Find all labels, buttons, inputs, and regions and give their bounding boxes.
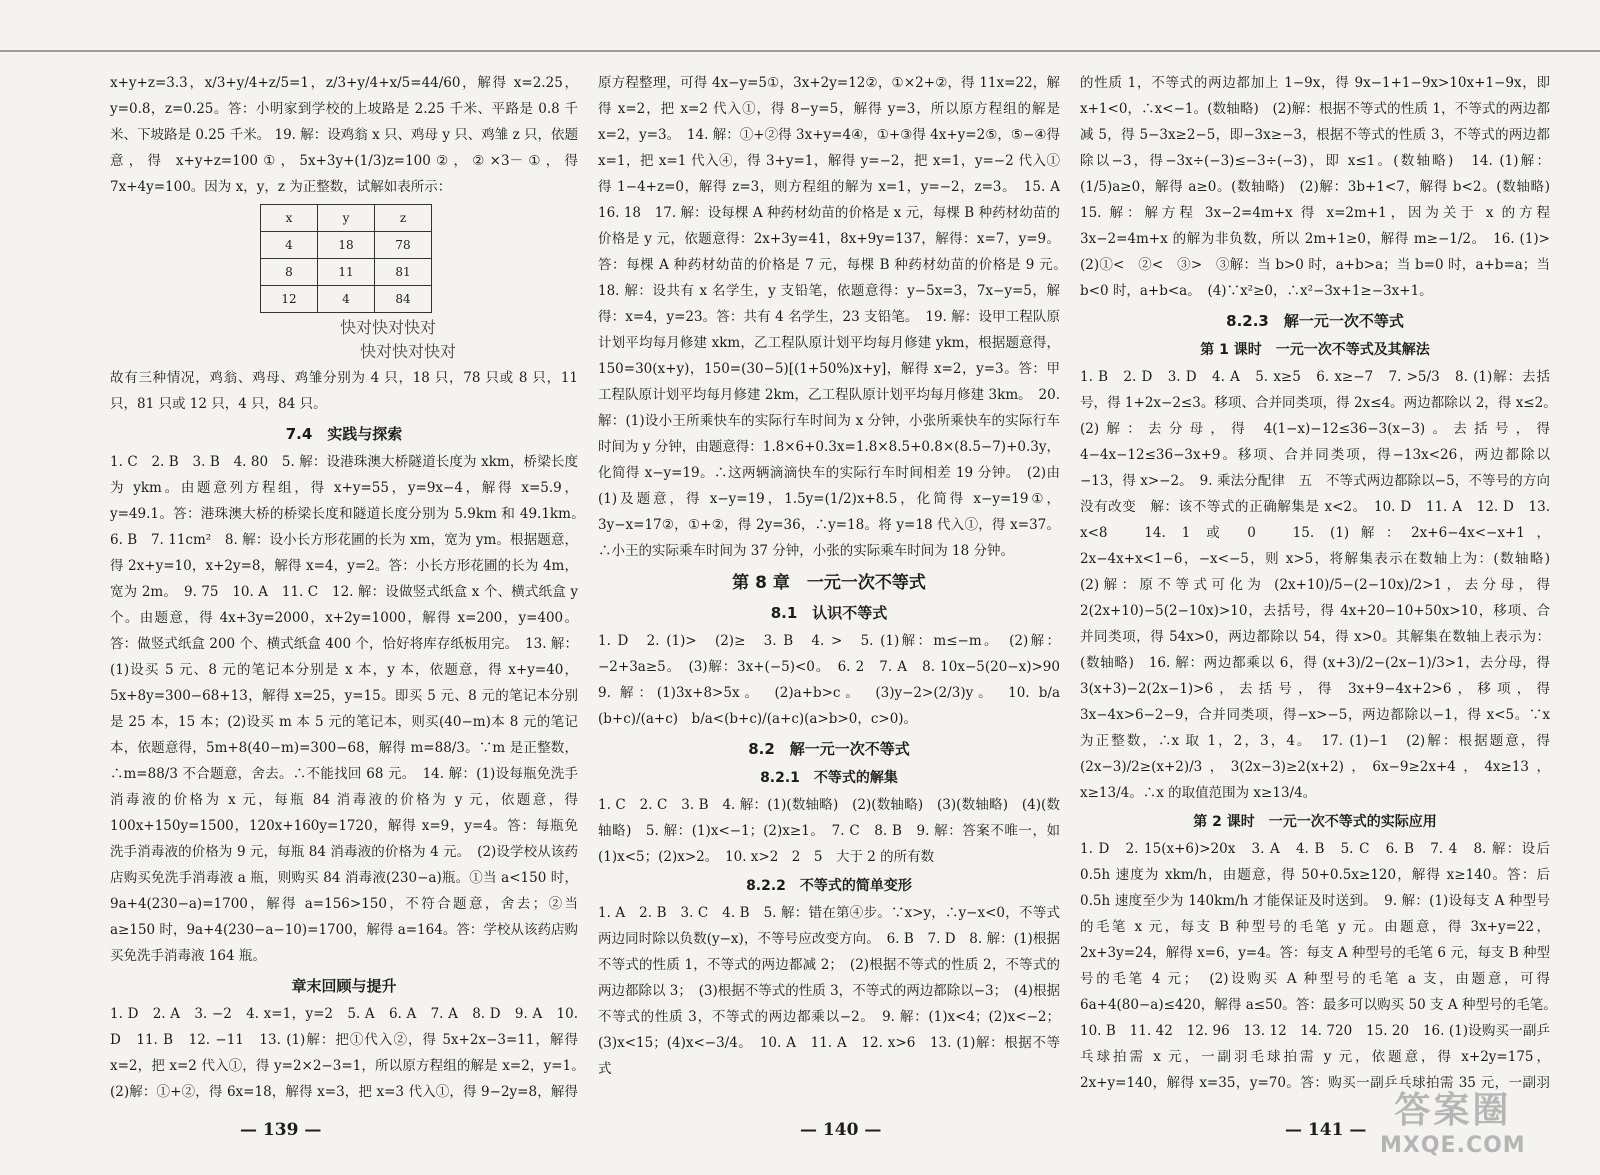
answer-paragraph: 1. D 2. (1)> (2)≥ 3. B 4. > 5. (1)解：m≤−m。 (2)解：−2+3a≥5。 (3)解：3x+(−5)<0。 6. 2 7. A 8. 10x−5(20−x)>90 9. 解：(1)3x+8>5x。 (2)a+b>c。 (3)y−2>(2/3)y。 10. b/a (b+c)/(a+c) b/a<(b+c)/(a+c)(a>b>0，c>0)。 [598, 633, 1060, 727]
section-heading: 8.1 认识不等式 [770, 604, 888, 622]
table-cell: 18 [318, 232, 375, 259]
answer-paragraph: 1. C 2. B 3. B 4. 80 5. 解：设港珠澳大桥隧道长度为 xkm，桥梁长度为 ykm。由题意列方程组，得 x+y=55，y=9x−4，解得 x=5.9，y=49.1。答：港珠澳大桥的桥梁长度和隧道长度分别为 5.9km 和 49.1km。 6. B 7. 11cm² 8. 解：设小长方形花圃的长为 xm，宽为 ym。根据题意，得 2x+y=10，x+2y=8，解得 x=4，y=2。答：小长方形花圃的长为 4m，宽为 2m。 9. 75 10. A 11. C 12. 解：设做竖式纸盒 x 个、横式纸盒 y 个。由题意，得 4x+3y=2000，x+2y=1000，解得 x=200，y=400。答：做竖式纸盒 200 个、横式纸盒 400 个，恰好将库存纸板用完。 13. 解：(1)设买 5 元、8 元的笔记本分别是 x 本，y 本，依题意，得 x+y=40，5x+8y=300−68+13，解得 x=25，y=15。即买 5 元、8 元的笔记本分别是 25 本，15 本；(2)设买 m 本 5 元的笔记本，则买(40−m)本 8 元的笔记本，依题意得，5m+8(40−m)=300−68，解得 m=88/3。∵m 是正整数，∴m=88/3 不合题意，舍去。∴不能找回 68 元。 14. 解：(1)设每瓶免洗手消毒液的价格为 x 元，每瓶 84 消毒液的价格为 y 元，依题意，得 100x+150y=1500，120x+160y=1720，解得 x=9，y=4。答：每瓶免洗手消毒液的价格为 9 元，每瓶 84 消毒液的价格为 4 元。 (2)设学校从该药店购买免洗手消毒液 a 瓶，则购买 84 消毒液(230−a)瓶。①当 a<150 时，9a+4(230−a)=1700，解得 a=156>150，不符合题意，舍去；②当 a≥150 时，9a+4(230−a−10)=1700，解得 a=164。答：学校从该药店购买免洗手消毒液 164 瓶。 [110, 454, 578, 964]
answer-paragraph: 1. D 2. 15(x+6)>20x 3. A 4. B 5. C 6. B 7. 4 8. 解：设后 0.5h 速度为 xkm/h，由题意，得 50+0.5x≥120，解得 x≥140。答：后 0.5h 速度至少为 140km/h 才能保证及时送到。 9. 解：(1)设每支 A 种型号的毛笔 x 元，每支 B 种型号的毛笔 y 元。由题意，得 3x+y=22，2x+3y=24，解得 x=6，y=4。答：每支 A 种型号的毛笔 6 元，每支 B 种型号的毛笔 4 元； (2)设购买 A 种型号的毛笔 a 支，由题意，可得 6a+4(80−a)≤420，解得 a≤50。答：最多可以购买 50 支 A 种型号的毛笔。 10. B 11. 42 12. 96 13. 12 14. 720 15. 20 16. (1)设购买一副乒乓球拍需 x 元，一副羽毛球拍需 y 元，依题意，得 x+2y=175，2x+y=140，解得 x=35，y=70。答：购买一副乒乓球拍需 35 元，一副羽 [1080, 841, 1550, 1091]
table-cell: 12 [261, 286, 318, 313]
watermark-url: MXQE.COM [1380, 1133, 1526, 1158]
subsection-heading: 第 1 课时 一元一次不等式及其解法 [1200, 342, 1430, 358]
table-cell: 84 [375, 286, 432, 313]
solution-table [260, 204, 432, 313]
subsection-heading: 第 2 课时 一元一次不等式的实际应用 [1193, 814, 1437, 830]
overlay-stamp-text: 快对快对快对 [340, 318, 437, 337]
column-page-141 [1080, 70, 1550, 1100]
answer-paragraph: 原方程整理，可得 4x−y=5①，3x+2y=12②，①×2+②，得 11x=22，解得 x=2，把 x=2 代入①，得 8−y=5，解得 y=3，所以原方程组的解是 x=2，y=3。 14. 解：①+②得 3x+y=4④，①+③得 4x+y=2⑤，⑤−④得 x=1，把 x=1 代入④，得 3+y=1，解得 y=−2，把 x=1，y=−2 代入①得 1−4+z=0，解得 z=3，则方程组的解为 x=1，y=−2，z=3。 15. A 16. 18 17. 解：设每棵 A 种药材幼苗的价格是 x 元，每棵 B 种药材幼苗的价格是 y 元，依题意得：2x+3y=41，8x+9y=137，解得：x=7，y=9。答：每棵 A 种药材幼苗的价格是 7 元，每棵 B 种药材幼苗的价格是 9 元。 18. 解：设共有 x 名学生，y 支铅笔，依题意得：y−5x=3，7x−y=5，解得：x=4，y=23。答：共有 4 名学生，23 支铅笔。 19. 解：设甲工程队原计划平均每月修建 xkm，乙工程队原计划平均每月修建 ykm，根据题意得，150=30(x+y)，150=(30−5)[(1+50%)x+y]，解得 x=2，y=3。答：甲工程队原计划平均每月修建 2km，乙工程队原计划平均每月修建 3km。 20. 解：(1)设小王所乘快车的实际行车时间为 x 分钟，小张所乘快车的实际行车时间为 y 分钟，由题意得：1.8×6+0.3x=1.8×8.5+0.8×(8.5−7)+0.3y，化简得 x−y=19。∴这两辆滴滴快车的实际行车时间相差 19 分钟。 (2)由(1)及题意，得 x−y=19，1.5y=(1/2)x+8.5，化简得 x−y=19①，3y−x=17②，①+②，得 2y=36，∴y=18。将 y=18 代入①，得 x=37。∴小王的实际乘车时间为 37 分钟，小张的实际乘车时间为 18 分钟。 [598, 75, 1060, 559]
column-page-139 [110, 70, 578, 1100]
table-cell: 81 [375, 259, 432, 286]
overlay-stamp-text: 快对快对快对 [360, 342, 457, 361]
answer-paragraph: 1. D 2. A 3. −2 4. x=1，y=2 5. A 6. A 7. A 8. D 9. A 10. D 11. B 12. −11 13. (1)解：把①代入②，得 5x+2x−3=11，解得 x=2，把 x=2 代入①，得 y=2×2−3=1，所以原方程组的解是 x=2，y=1。 (2)解：①+②，得 6x=18，解得 x=3，把 x=3 代入①，得 9−2y=8，解得 [110, 1006, 578, 1100]
answer-paragraph: 1. C 2. C 3. B 4. 解：(1)(数轴略) (2)(数轴略) (3)(数轴略) (4)(数轴略) 5. 解：(1)x<−1；(2)x≥1。 7. C 8. B 9. 解：答案不唯一，如(1)x<5；(2)x>2。 10. x>2 2 5 大于 2 的所有数 [598, 797, 1060, 865]
section-heading: 7.4 实践与探索 [285, 425, 403, 443]
chapter-title: 第 8 章 一元一次不等式 [732, 573, 926, 593]
table-row [261, 259, 432, 286]
table-header-cell: x [261, 205, 318, 232]
table-cell: 4 [261, 232, 318, 259]
answer-paragraph: 1. B 2. D 3. D 4. A 5. x≥5 6. x≥−7 7. >5/3 8. (1)解：去括号，得 1+2x−2≤3。移项、合并同类项，得 2x≤4。两边都除以 2，得 x≤2。 (2)解：去分母，得 4(1−x)−12≤36−3(x−3)。去括号，得 4−4x−12≤36−3x+9。移项、合并同类项，得−13x<26，两边都除以−13，得 x>−2。 9. 乘法分配律 五 不等式两边都除以−5，不等号的方向没有改变 解：该不等式的正确解集是 x<2。 10. D 11. A 12. D 13. x<8 14. 1 或 0 15. (1)解：2x+6−4x<−x+1，2x−4x+x<1−6，−x<−5，则 x>5，将解集表示在数轴上为：(数轴略) (2)解：原不等式可化为 (2x+10)/5−(2−10x)/2>1，去分母，得 2(2x+10)−5(2−10x)>10，去括号，得 4x+20−10+50x>10，移项、合并同类项，得 54x>0，两边都除以 54，得 x>0。其解集在数轴上表示为：(数轴略) 16. 解：两边都乘以 6，得 (x+3)/2−(2x−1)/3>1，去分母，得 3(x+3)−2(2x−1)>6，去括号，得 3x+9−4x+2>6，移项，得 3x−4x>6−2−9，合并同类项，得−x>−5，两边都除以−1，得 x<5。∵x 为正整数，∴x 取 1，2，3，4。 17. (1)−1 (2)解：根据题意，得 (2x−3)/2≥(x+2)/3，3(2x−3)≥2(x+2)，6x−9≥2x+4，4x≥13，x≥13/4。∴x 的取值范围为 x≥13/4。 [1080, 369, 1550, 801]
subsection-heading: 8.2.2 不等式的简单变形 [746, 878, 912, 894]
watermark-text: 答案圈 [1394, 1090, 1512, 1131]
answer-paragraph: 故有三种情况，鸡翁、鸡母、鸡雏分别为 4 只，18 只，78 只或 8 只，11 只，81 只或 12 只，4 只，84 只。 [110, 370, 578, 412]
watermark-logo [1380, 1082, 1526, 1158]
table-header-cell: y [318, 205, 375, 232]
page-number: — 139 — [240, 1120, 322, 1140]
table-cell: 8 [261, 259, 318, 286]
table-cell: 11 [318, 259, 375, 286]
top-rule [0, 50, 1600, 52]
table-cell: 78 [375, 232, 432, 259]
answer-paragraph: 的性质 1，不等式的两边都加上 1−9x，得 9x−1+1−9x>10x+1−9x，即 x+1<0，∴x<−1。(数轴略) (2)解：根据不等式的性质 1，不等式的两边都减 5，得 5−3x≥2−5，即−3x≥−3，根据不等式的性质 3，不等式的两边都除以−3，得−3x÷(−3)≤−3÷(−3)，即 x≤1。(数轴略) 14. (1)解：(1/5)a≥0，解得 a≥0。(数轴略) (2)解：3b+1<7，解得 b<2。(数轴略) 15. 解：解方程 3x−2=4m+x 得 x=2m+1，因为关于 x 的方程 3x−2=4m+x 的解为非负数，所以 2m+1≥0，解得 m≥−1/2。 16. (1)> (2)①< ②< ③> ③解：当 b>0 时，a+b>a；当 b=0 时，a+b=a；当 b<0 时，a+b<a。 (4)∵x²≥0，∴x²−3x+1≥−3x+1。 [1080, 75, 1550, 299]
table-header-cell: z [375, 205, 432, 232]
table-row [261, 286, 432, 313]
page-number: — 141 — [1285, 1120, 1367, 1140]
table-header-row [261, 205, 432, 232]
column-page-140 [598, 70, 1060, 1100]
section-heading: 8.2.3 解一元一次不等式 [1226, 312, 1404, 330]
section-heading: 章末回顾与提升 [291, 977, 397, 995]
subsection-heading: 8.2.1 不等式的解集 [760, 770, 898, 786]
table-cell: 4 [318, 286, 375, 313]
answer-paragraph: 1. A 2. B 3. C 4. B 5. 解：错在第④步。∵x>y，∴y−x<0，不等式两边同时除以负数(y−x)，不等号应改变方向。 6. B 7. D 8. 解：(1)根据不等式的性质 1，不等式的两边都减 2； (2)根据不等式的性质 2，不等式的两边都除以 3； (3)根据不等式的性质 3，不等式的两边都除以−3； (4)根据不等式的性质 3，不等式的两边都乘以−2。 9. 解：(1)x<4；(2)x<−2；(3)x<15；(4)x<−3/4。 10. A 11. A 12. x>6 13. (1)解：根据不等式 [598, 905, 1060, 1077]
table-row [261, 232, 432, 259]
answer-paragraph: x+y+z=3.3，x/3+y/4+z/5=1，z/3+y/4+x/5=44/60，解得 x=2.25，y=0.8，z=0.25。答：小明家到学校的上坡路是 2.25 千米、平路是 0.8 千米、下坡路是 0.25 千米。 19. 解：设鸡翁 x 只、鸡母 y 只、鸡雏 z 只，依题意，得 x+y+z=100①，5x+3y+(1/3)z=100②，②×3－①，得 7x+4y=100。因为 x，y，z 为正整数，试解如表所示： [110, 75, 578, 195]
page-number: — 140 — [800, 1120, 882, 1140]
section-heading: 8.2 解一元一次不等式 [748, 740, 910, 758]
